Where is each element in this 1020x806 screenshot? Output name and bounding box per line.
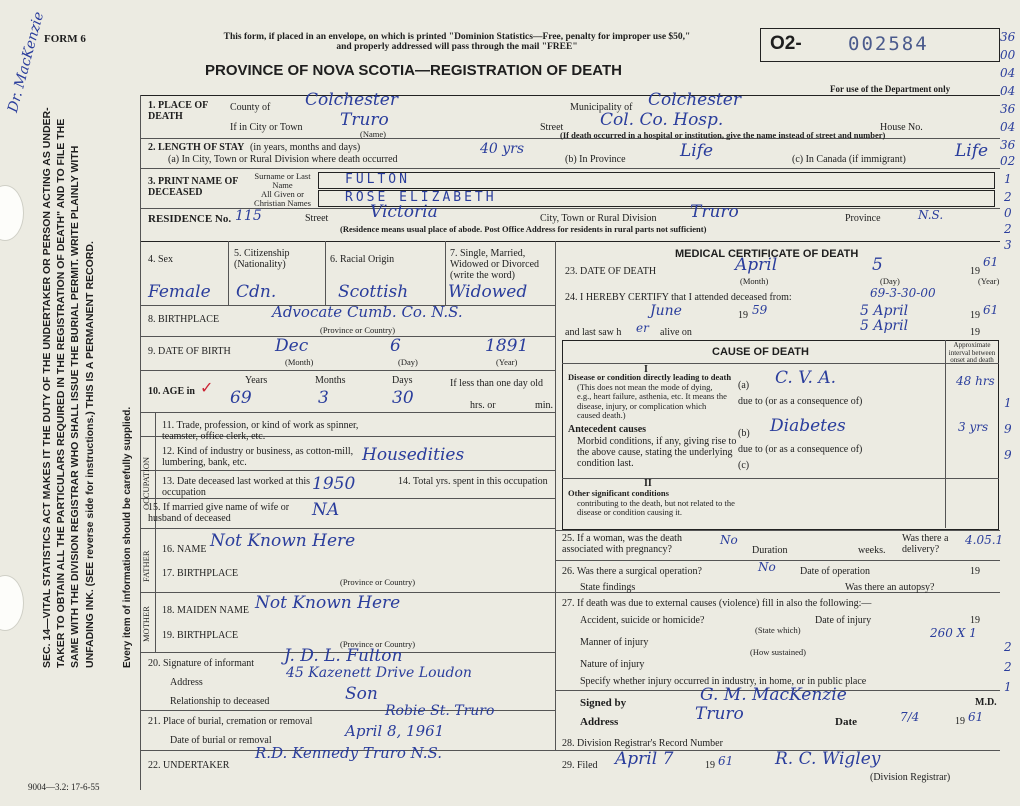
- right-code: 04: [1000, 84, 1016, 98]
- birthplace-caption: (Province or Country): [320, 325, 396, 335]
- stay-canada-value: Life: [955, 141, 989, 161]
- line-a-label: (a): [738, 380, 750, 391]
- form-title: PROVINCE OF NOVA SCOTIA—REGISTRATION OF DEATH: [205, 62, 622, 79]
- rule: [140, 470, 555, 471]
- mother-birthplace-caption: (Province or Country): [340, 639, 416, 649]
- city-value: Truro: [340, 110, 389, 130]
- right-code: 260 X 1: [930, 626, 977, 640]
- relationship-label: Relationship to deceased: [170, 696, 270, 707]
- death-month-caption: (Month): [740, 276, 769, 286]
- department-use-label: For use of the Department only: [830, 84, 951, 94]
- residence-street: Victoria: [370, 202, 438, 222]
- street-label: Street: [540, 122, 564, 133]
- min-label: min.: [535, 400, 554, 411]
- dob-year: 1891: [485, 336, 529, 356]
- rule: [140, 370, 555, 371]
- rule: [445, 241, 446, 306]
- autopsy-label: Was there an autopsy?: [845, 582, 935, 593]
- due-to-b: due to (or as a consequence of): [738, 444, 863, 455]
- last-worked-label: 13. Date deceased last worked at this occupation: [162, 476, 311, 498]
- citizenship-value: Cdn.: [236, 282, 277, 302]
- signed-year-prefix: 19: [955, 716, 965, 727]
- death-year-caption: (Year): [978, 276, 1000, 286]
- external-causes-label: 27. If death was due to external causes (violence) fill in also the following:—: [562, 598, 872, 609]
- last-saw-label: and last saw h: [565, 327, 622, 338]
- right-code: 36: [1000, 138, 1016, 152]
- certify-label: 24. I HEREBY CERTIFY that I attended deceased from:: [565, 292, 792, 303]
- section-name-label: 3. PRINT NAME OF DECEASED: [148, 176, 238, 198]
- rule: [155, 528, 156, 652]
- binder-hole: [0, 185, 24, 241]
- mother-birthplace-label: 19. BIRTHPLACE: [162, 630, 239, 641]
- length-note: (in years, months and days): [250, 142, 361, 153]
- total-years-label: 14. Total yrs. spent in this occupation: [398, 476, 548, 487]
- day-caption: (Day): [398, 357, 418, 367]
- undertaker-label: 22. UNDERTAKER: [148, 760, 230, 771]
- given-names-label: All Given or Christian Names: [254, 189, 311, 209]
- father-side-label: FATHER: [141, 550, 151, 582]
- signer-address: Truro: [695, 704, 744, 724]
- informant-address: 45 Kazenett Drive Loudon: [286, 665, 472, 681]
- line-b-label: (b): [738, 428, 750, 439]
- stay-city-value: 40 yrs: [480, 141, 525, 157]
- burial-date: April 8, 1961: [345, 722, 445, 740]
- name-caption: (Name): [360, 129, 386, 139]
- residence-label: RESIDENCE No.: [148, 213, 232, 225]
- rule: [140, 168, 1000, 169]
- signer-address-label: Address: [580, 716, 619, 728]
- father-birthplace-label: 17. BIRTHPLACE: [162, 568, 239, 579]
- street-value: Col. Co. Hosp.: [600, 110, 724, 130]
- surname-value: FULTON: [345, 172, 410, 187]
- death-month: April: [735, 255, 778, 275]
- interval-a: 48 hrs: [956, 374, 995, 388]
- informant-address-label: Address: [170, 677, 203, 688]
- spouse-value: NA: [312, 500, 340, 520]
- age-check: ✓: [200, 380, 214, 397]
- age-label: 10. AGE in: [148, 386, 195, 397]
- filed-year: 61: [718, 754, 734, 768]
- sex-label: 4. Sex: [148, 254, 173, 265]
- specify-injury-label: Specify whether injury occurred in industry, in home, or in public place: [580, 676, 867, 687]
- spouse-label: 15. If married give name of wife or husband of deceased: [148, 502, 290, 524]
- age-months: 3: [318, 388, 329, 408]
- rule: [555, 241, 556, 750]
- right-code: 1: [1004, 172, 1012, 186]
- state-findings-label: State findings: [580, 582, 636, 593]
- statute-text: SEC. 14—VITAL STATISTICS ACT MAKES IT THE DUTY OF THE UNDERTAKER OR PERSON ACTING AS UNDER-TAKER TO OBTAIN ALL THE PARTICULARS REQUIRED IN THE REGISTRATION OF DEATH" AND TO FILE THE SAME WITH THE DIVISION REGISTRAR WHO SHALL ISSUE THE BURIAL PERMIT. WRITE PLAINLY WITH UNFADING INK. (SEE reverse side for instructions.) THIS IS A PERMANENT RECORD.: [41, 107, 96, 668]
- other-conditions-label: Other significant conditions: [568, 488, 669, 498]
- right-code: 9: [1004, 448, 1012, 462]
- dob-label: 9. DATE OF BIRTH: [148, 346, 231, 357]
- less-than-day-label: If less than one day old: [450, 378, 544, 389]
- death-date-label: 23. DATE OF DEATH: [565, 266, 657, 277]
- stay-city-label: (a) In City, Town or Rural Division where death occurred: [168, 154, 398, 165]
- signed-by-label: Signed by: [580, 697, 627, 709]
- trade-label: 11. Trade, profession, or kind of work as spinner, teamster, office clerk, etc.: [162, 420, 359, 442]
- father-birthplace-caption: (Province or Country): [340, 577, 416, 587]
- surname-box: [318, 172, 995, 189]
- residence-city-label: City, Town or Rural Division: [540, 213, 657, 224]
- maiden-name: Not Known Here: [255, 593, 401, 613]
- attended-to-prefix: 19: [970, 310, 980, 321]
- county-label: County of: [230, 102, 271, 113]
- md-label: M.D.: [975, 697, 997, 708]
- right-code: 4.05.1: [965, 533, 1004, 547]
- signed-by-value: G. M. MacKenzie: [700, 685, 847, 705]
- right-code: 36: [1000, 30, 1016, 44]
- rule: [228, 241, 229, 306]
- duration-label: Duration: [752, 545, 788, 556]
- death-year: 61: [983, 255, 999, 269]
- cause-a: C. V. A.: [775, 368, 837, 388]
- signed-date: 7/4: [900, 710, 920, 724]
- cause-title: CAUSE OF DEATH: [712, 346, 809, 358]
- cause-b: Diabetes: [770, 416, 846, 436]
- municipality-label: Municipality of: [570, 102, 633, 113]
- last-saw-date: 5 April: [860, 318, 909, 334]
- antecedent-label: Antecedent causes: [568, 424, 647, 435]
- city-label: If in City or Town: [230, 122, 303, 133]
- date-of-operation-label: Date of operation: [800, 566, 870, 577]
- antecedent-note: Morbid conditions, if any, giving rise to the above cause, stating the underlying condition last.: [577, 436, 737, 469]
- registrar-signature: R. C. Wigley: [775, 749, 881, 769]
- racial-origin-label: 6. Racial Origin: [330, 254, 395, 265]
- burial-place: Robie St. Truro: [385, 703, 495, 719]
- hospital-note: (If death occurred in a hospital or institution, give the name instead of street and number): [560, 130, 886, 140]
- father-name-label: 16. NAME: [162, 544, 207, 555]
- informant-signature: J. D. L. Fulton: [284, 646, 403, 666]
- age-years: 69: [230, 388, 252, 408]
- residence-province-label: Province: [845, 213, 881, 224]
- record-number-label: 28. Division Registrar's Record Number: [562, 738, 723, 749]
- right-code: 9: [1004, 422, 1012, 436]
- interval-title: Approximate interval between onset and death: [948, 341, 996, 365]
- stay-province-value: Life: [680, 141, 714, 161]
- accident-label: Accident, suicide or homicide?: [580, 615, 705, 626]
- right-code: 3: [1004, 238, 1012, 252]
- residence-span-annotation: 69-3-30-00: [870, 286, 936, 300]
- right-code: 1: [1004, 396, 1012, 410]
- right-code: 2: [1004, 190, 1012, 204]
- rule: [140, 528, 555, 529]
- attended-to: 5 April: [860, 303, 909, 319]
- years-label: Years: [245, 375, 268, 386]
- informant-signature-label: 20. Signature of informant: [148, 658, 255, 669]
- age-days: 30: [392, 388, 414, 408]
- dob-day: 6: [390, 336, 401, 356]
- months-label: Months: [315, 375, 346, 386]
- line-c-label: (c): [738, 460, 750, 471]
- days-label: Days: [392, 375, 413, 386]
- sex-value: Female: [148, 282, 211, 302]
- rule: [555, 560, 1000, 561]
- last-saw-prefix: 19: [970, 327, 980, 338]
- delivery-label: Was there a delivery?: [902, 533, 949, 555]
- rule: [140, 241, 1000, 242]
- interval-b: 3 yrs: [958, 420, 989, 434]
- section-place-of-death-label: 1. PLACE OF DEATH: [148, 100, 208, 122]
- mother-side-label: MOTHER: [141, 606, 151, 642]
- residence-province: N.S.: [918, 208, 944, 222]
- right-code: 2: [1004, 660, 1012, 674]
- undertaker-value: R.D. Kennedy Truro N.S.: [255, 744, 443, 762]
- occupation-side-label: OCCUPATION: [141, 456, 151, 510]
- due-to-a: due to (or as a consequence of): [738, 396, 863, 407]
- surname-label: Surname or Last Name: [254, 171, 311, 191]
- relationship-value: Son: [345, 684, 378, 704]
- stay-canada-label: (c) In Canada (if immigrant): [792, 154, 906, 165]
- burial-place-label: 21. Place of burial, cremation or removal: [148, 716, 313, 727]
- right-code: 04: [1000, 66, 1016, 80]
- municipality-value: Colchester: [648, 90, 741, 110]
- signed-date-label: Date: [835, 716, 857, 728]
- section-ii: II: [644, 478, 652, 489]
- death-year-prefix: 19: [970, 266, 980, 277]
- alive-on-label: alive on: [660, 327, 692, 338]
- right-code: 04: [1000, 120, 1016, 134]
- rule: [562, 363, 999, 364]
- rule: [140, 412, 555, 413]
- pregnancy-label: 25. If a woman, was the death associated with pregnancy?: [562, 533, 682, 555]
- form-code: 9004—3.2: 17-6-55: [28, 782, 100, 792]
- given-names-value: ROSE ELIZABETH: [345, 190, 497, 205]
- birthplace-label: 8. BIRTHPLACE: [148, 314, 220, 325]
- right-code: 2: [1004, 222, 1012, 236]
- surgical-value: No: [758, 560, 776, 574]
- binder-hole: [0, 575, 24, 631]
- dob-month: Dec: [275, 336, 309, 356]
- residence-street-label: Street: [305, 213, 329, 224]
- year-caption: (Year): [496, 357, 518, 367]
- father-name: Not Known Here: [210, 531, 356, 551]
- medical-title: MEDICAL CERTIFICATE OF DEATH: [675, 248, 859, 260]
- house-label: House No.: [880, 122, 923, 133]
- last-saw-pronoun: er: [636, 321, 649, 335]
- registration-number: 002584: [848, 33, 929, 55]
- rule: [140, 498, 555, 499]
- rule: [562, 478, 999, 479]
- registrar-caption: (Division Registrar): [870, 772, 951, 783]
- attended-from-year: 59: [752, 303, 768, 317]
- nature-of-injury-label: Nature of injury: [580, 659, 645, 670]
- immediate-note: (This does not mean the mode of dying, e.g., heart failure, asthenia, etc. It means the disease, injury, or complication which caused death.): [577, 382, 727, 421]
- rule: [140, 95, 141, 790]
- right-code: 1: [1004, 680, 1012, 694]
- right-code: 0: [1004, 206, 1012, 220]
- section-i: I: [644, 364, 648, 375]
- filed-label: 29. Filed: [562, 760, 598, 771]
- rule: [555, 530, 1000, 531]
- last-worked-value: 1950: [312, 474, 356, 494]
- residence-note: (Residence means usual place of abode. Post Office Address for residents in rural parts not sufficient): [340, 224, 707, 234]
- county-value: Colchester: [305, 90, 398, 110]
- death-day: 5: [872, 255, 883, 275]
- form-number: FORM 6: [44, 33, 86, 45]
- hrs-label: hrs. or: [470, 400, 496, 411]
- injury-year-prefix: 19: [970, 615, 980, 626]
- signed-year: 61: [968, 710, 984, 724]
- manner-of-injury-label: Manner of injury: [580, 637, 649, 648]
- section-length-of-stay-label: 2. LENGTH OF STAY: [148, 142, 245, 153]
- rule: [945, 340, 946, 528]
- birthplace-value: Advocate Cumb. Co. N.S.: [272, 303, 463, 321]
- pregnancy-value: No: [720, 533, 738, 547]
- registration-prefix: O2-: [770, 33, 802, 54]
- filed-value: April 7: [615, 749, 674, 769]
- right-code: 36: [1000, 102, 1016, 116]
- margin-note: Dr. MacKenzie: [5, 10, 48, 115]
- rule: [325, 241, 326, 306]
- attended-to-year: 61: [983, 303, 999, 317]
- surgical-label: 26. Was there a surgical operation?: [562, 566, 702, 577]
- business-value: Housedities: [362, 445, 465, 465]
- rule: [140, 95, 1000, 96]
- how-sustained-caption: (How sustained): [750, 647, 806, 657]
- immediate-label: Disease or condition directly leading to death: [568, 372, 732, 382]
- operation-year-prefix: 19: [970, 566, 980, 577]
- filed-year-prefix: 19: [705, 760, 715, 771]
- right-code: 2: [1004, 640, 1012, 654]
- death-day-caption: (Day): [880, 276, 900, 286]
- attended-from: June: [650, 303, 682, 319]
- attended-from-prefix: 19: [738, 310, 748, 321]
- racial-origin-value: Scottish: [338, 282, 409, 302]
- residence-city: Truro: [690, 202, 739, 222]
- marital-label: 7. Single, Married, Widowed or Divorced (write the word): [450, 248, 540, 281]
- marital-value: Widowed: [448, 282, 528, 302]
- month-caption: (Month): [285, 357, 314, 367]
- instruction-text: Every item of information should be carefully supplied.: [122, 406, 133, 668]
- citizenship-label: 5. Citizenship (Nationality): [234, 248, 290, 270]
- postal-note: This form, if placed in an envelope, on which is printed "Dominion Statistics—Free, penalty for improper use $50," and properly addressed will pass through the mail "FREE": [223, 32, 691, 53]
- right-code: 02: [1000, 154, 1016, 168]
- date-of-injury-label: Date of injury: [815, 615, 872, 626]
- state-which-caption: (State which): [755, 625, 801, 635]
- other-conditions-note: contributing to the death, but not related to the disease or condition causing it.: [577, 498, 735, 518]
- business-label: 12. Kind of industry or business, as cotton-mill, lumbering, bank, etc.: [162, 446, 354, 468]
- stay-province-label: (b) In Province: [565, 154, 626, 165]
- burial-date-label: Date of burial or removal: [170, 735, 272, 746]
- maiden-name-label: 18. MAIDEN NAME: [162, 605, 249, 616]
- weeks-label: weeks.: [858, 545, 886, 556]
- right-code: 00: [1000, 48, 1016, 62]
- residence-number: 115: [235, 208, 262, 224]
